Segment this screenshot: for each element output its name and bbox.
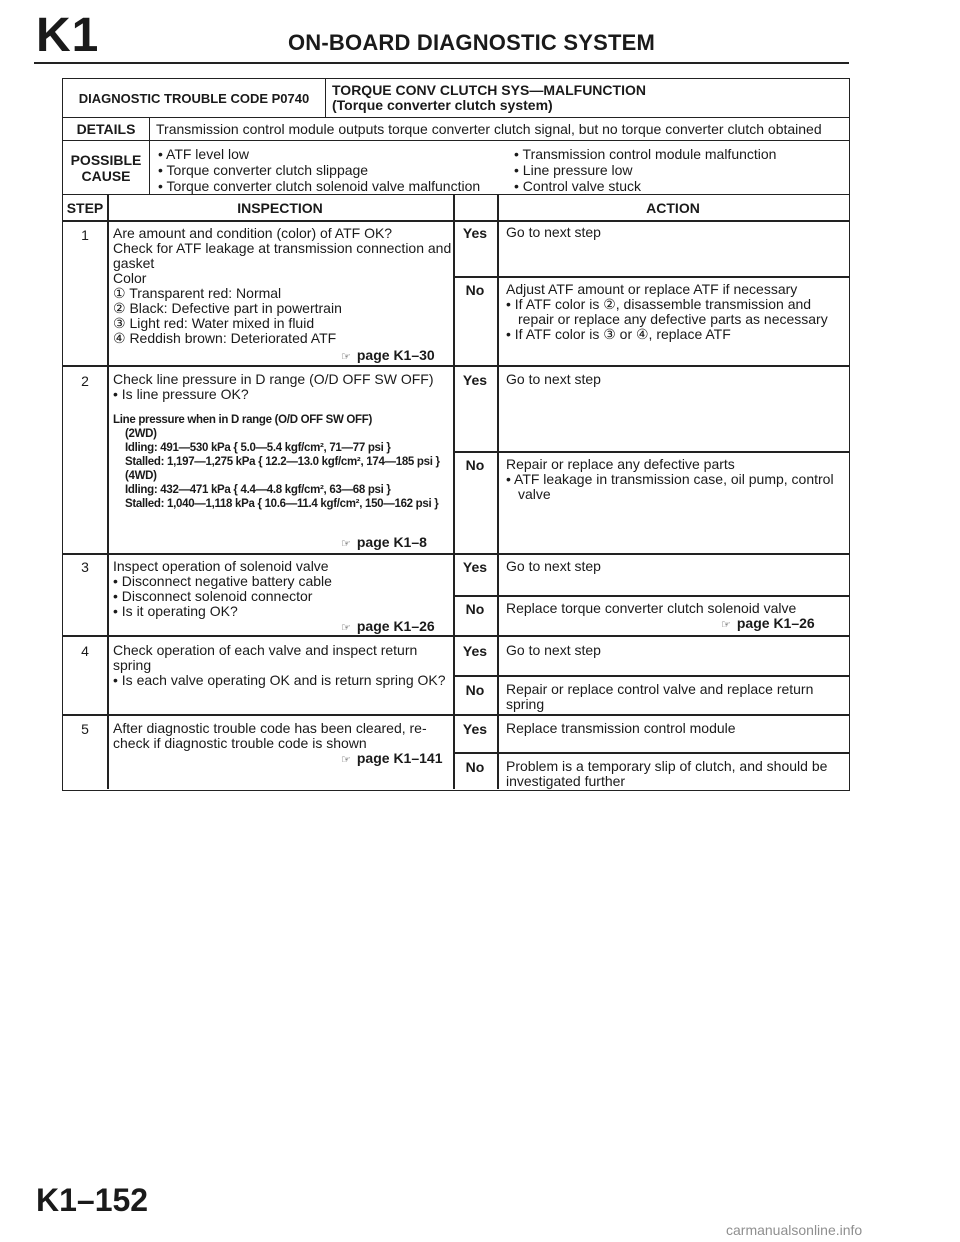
page-ref-text[interactable]: page K1–26 (736, 615, 815, 631)
table-divider (453, 752, 849, 754)
table-divider (453, 451, 849, 453)
step-5-yes-action: Replace transmission control module (506, 720, 736, 736)
inspection-line: • Is it operating OK? (113, 603, 238, 619)
step-3-page-ref (341, 619, 435, 636)
step-1-inspection (113, 226, 505, 346)
no-label: No (465, 282, 485, 298)
cause-item: • Transmission control module malfunction (514, 146, 777, 162)
no-label: No (465, 457, 485, 473)
table-divider (63, 220, 849, 222)
possible-cause-label-line2: CAUSE (81, 167, 131, 184)
inspection-line: ① Transparent red: Normal (113, 285, 282, 301)
details-text: Transmission control module outputs torque converter clutch signal, but no torque converter clutch obtained (156, 121, 822, 137)
dtc-desc-line2: (Torque converter clutch system) (332, 97, 553, 113)
spec-line: Stalled: 1,197—1,275 kPa { 12.2—13.0 kgf/cm², 174—185 psi } (125, 456, 440, 468)
inspection-line: After diagnostic trouble code has been cleared, re- (113, 720, 427, 736)
page-number: K1–152 (36, 1182, 149, 1218)
details-row (62, 117, 850, 141)
yes-label: Yes (462, 559, 488, 575)
section-code: K1 (36, 9, 100, 62)
no-label: No (465, 759, 485, 775)
cause-list-right (514, 147, 776, 195)
table-divider (107, 195, 109, 789)
column-header-step: STEP (66, 199, 104, 216)
reference-hand-icon: ☞ (341, 754, 351, 766)
table-divider (453, 595, 849, 597)
possible-cause-row (62, 140, 850, 195)
action-line: Repair or replace any defective parts (506, 456, 735, 472)
step-3-no-action: Replace torque converter clutch solenoid valve (506, 600, 797, 616)
page-ref-text[interactable]: page K1–26 (356, 618, 435, 634)
step-2-page-ref (341, 535, 427, 552)
inspection-table (62, 194, 850, 791)
page-title: ON-BOARD DIAGNOSTIC SYSTEM (288, 30, 655, 55)
inspection-line: gasket (113, 255, 155, 271)
step-5-no-action (506, 759, 846, 789)
no-label: No (465, 682, 485, 698)
action-line: investigated further (506, 773, 626, 789)
reference-hand-icon: ☞ (341, 538, 351, 550)
step-5-inspection (113, 721, 505, 751)
inspection-line: Are amount and condition (color) of ATF OK? (113, 225, 393, 241)
inspection-line: Check for ATF leakage at transmission connection and (113, 240, 452, 256)
spec-line: Idling: 491—530 kPa { 5.0—5.4 kgf/cm², 71—77 psi } (125, 442, 391, 454)
inspection-line: ② Black: Defective part in powertrain (113, 300, 342, 316)
table-divider (453, 276, 849, 278)
step-number: 2 (81, 373, 89, 389)
action-line: Repair or replace control valve and replace return (506, 681, 814, 697)
table-divider (63, 714, 849, 716)
inspection-line: spring (113, 657, 152, 673)
table-divider (63, 635, 849, 637)
step-5-page-ref (341, 751, 442, 768)
table-divider (453, 675, 849, 677)
watermark: carmanualsonline.info (726, 1222, 863, 1238)
inspection-line: check if diagnostic trouble code is shown (113, 735, 367, 751)
step-1-yes-action: Go to next step (506, 224, 601, 240)
table-divider (63, 553, 849, 555)
step-4-inspection (113, 643, 505, 688)
header-rule (34, 62, 849, 64)
cause-item: • Line pressure low (514, 162, 633, 178)
column-header-inspection: INSPECTION (237, 199, 323, 216)
yes-label: Yes (462, 643, 488, 659)
action-line: • If ATF color is ③ or ④, replace ATF (506, 326, 731, 342)
spec-line: Stalled: 1,040—1,118 kPa { 10.6—11.4 kgf/cm², 150—162 psi } (125, 498, 439, 510)
spec-line: (4WD) (125, 470, 157, 482)
inspection-line: ④ Reddish brown: Deteriorated ATF (113, 330, 337, 346)
column-header-action: ACTION (646, 199, 700, 216)
table-divider (63, 365, 849, 367)
spec-line: (2WD) (125, 428, 157, 440)
action-line: Problem is a temporary slip of clutch, and should be (506, 758, 828, 774)
inspection-line: Check line pressure in D range (O/D OFF SW OFF) (113, 371, 434, 387)
page-ref-text[interactable]: page K1–8 (356, 534, 427, 550)
step-3-inspection (113, 559, 505, 619)
cause-item: • Torque converter clutch slippage (158, 162, 369, 178)
step-number: 4 (81, 643, 89, 659)
step-number: 1 (81, 227, 89, 243)
cause-list-left (158, 147, 480, 195)
dtc-header (62, 78, 850, 118)
reference-hand-icon: ☞ (721, 619, 731, 631)
inspection-line: • Is each valve operating OK and is return spring OK? (113, 672, 446, 688)
yes-label: Yes (462, 721, 488, 737)
dtc-desc-line1: TORQUE CONV CLUTCH SYS—MALFUNCTION (332, 82, 646, 98)
step-number: 3 (81, 559, 89, 575)
step-3-yes-action: Go to next step (506, 558, 601, 574)
step-2-yes-action: Go to next step (506, 371, 601, 387)
possible-cause-label-line1: POSSIBLE (70, 151, 142, 168)
inspection-line: Check operation of each valve and inspect return (113, 642, 418, 658)
page-ref-text[interactable]: page K1–141 (356, 750, 443, 766)
step-4-yes-action: Go to next step (506, 642, 601, 658)
action-line: • If ATF color is ②, disassemble transmission and (506, 296, 812, 312)
action-line: Adjust ATF amount or replace ATF if necessary (506, 281, 798, 297)
inspection-line: ③ Light red: Water mixed in fluid (113, 315, 315, 331)
details-label: DETAILS (63, 118, 150, 140)
dtc-label: DIAGNOSTIC TROUBLE CODE P0740 (63, 79, 326, 117)
step-1-no-action (506, 282, 846, 342)
step-1-page-ref (341, 348, 435, 365)
line-pressure-spec (113, 413, 453, 511)
yes-label: Yes (462, 225, 488, 241)
action-line: valve (518, 486, 551, 502)
cause-item: • ATF level low (158, 146, 249, 162)
page-ref-text[interactable]: page K1–30 (356, 347, 435, 363)
step-2-no-action (506, 457, 846, 502)
inspection-line: Inspect operation of solenoid valve (113, 558, 329, 574)
action-line: spring (506, 696, 545, 712)
step-2-inspection (113, 372, 505, 402)
spec-line: Line pressure when in D range (O/D OFF SW OFF) (113, 414, 373, 426)
reference-hand-icon: ☞ (341, 622, 351, 634)
cause-item: • Control valve stuck (514, 178, 642, 194)
no-label: No (465, 601, 485, 617)
cause-item: • Torque converter clutch solenoid valve malfunction (158, 178, 481, 194)
possible-cause-label (63, 141, 150, 194)
action-line: repair or replace any defective parts as necessary (518, 311, 828, 327)
yes-label: Yes (462, 372, 488, 388)
cause-list (150, 141, 849, 194)
step-4-no-action (506, 682, 846, 712)
inspection-line: • Is line pressure OK? (113, 386, 249, 402)
inspection-line: • Disconnect solenoid connector (113, 588, 313, 604)
action-line: • ATF leakage in transmission case, oil pump, control (506, 471, 834, 487)
spec-line: Idling: 432—471 kPa { 4.4—4.8 kgf/cm², 63—68 psi } (125, 484, 391, 496)
step-3-no-page-ref (721, 616, 815, 633)
inspection-line: • Disconnect negative battery cable (113, 573, 332, 589)
step-number: 5 (81, 721, 89, 737)
inspection-line: Color (113, 270, 147, 286)
dtc-description (326, 79, 646, 117)
reference-hand-icon: ☞ (341, 351, 351, 363)
